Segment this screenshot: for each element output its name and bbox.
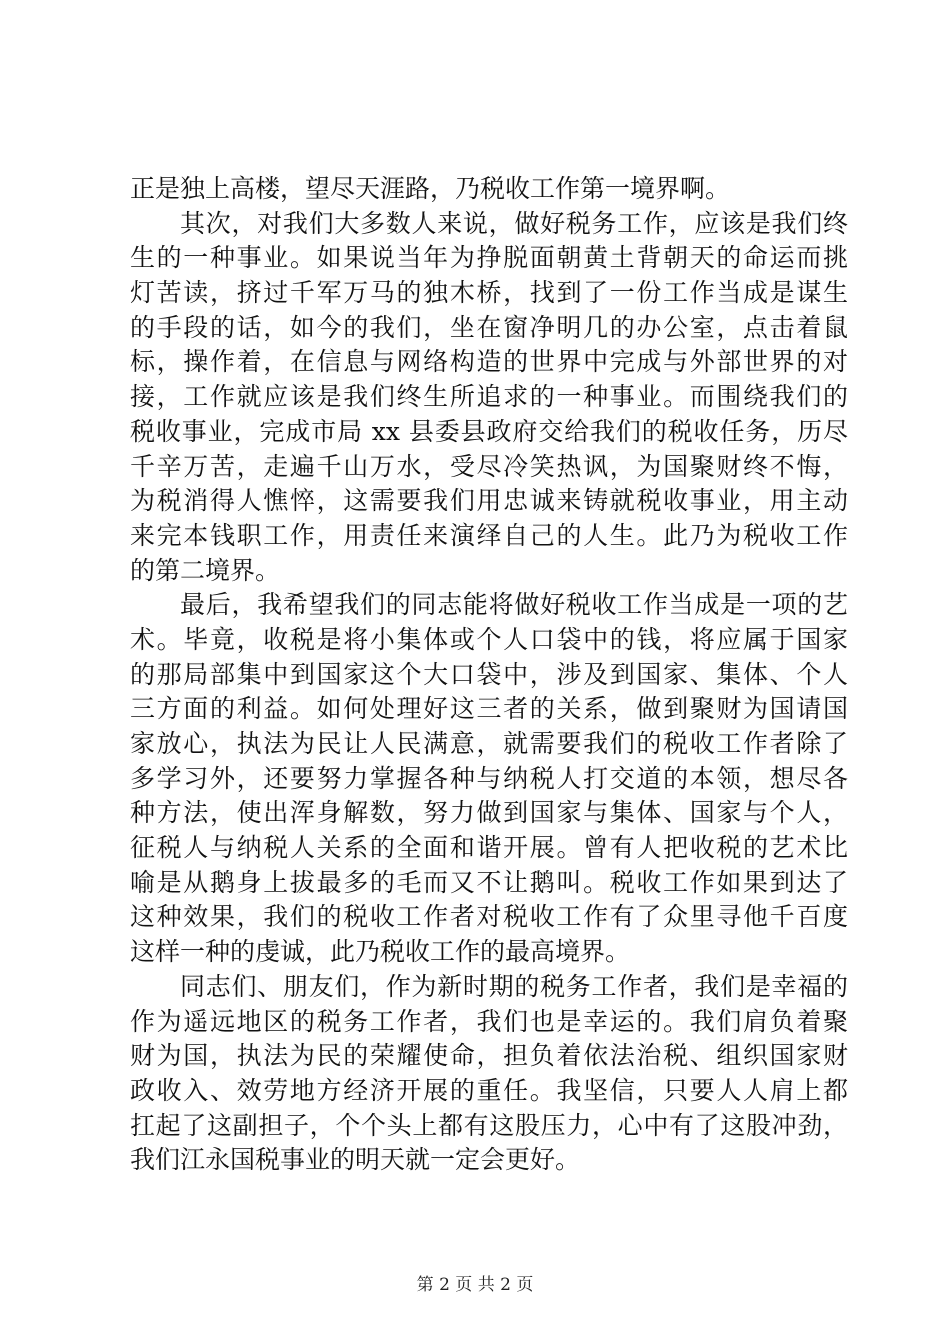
text-line: 喻是从鹅身上拔最多的毛而又不让鹅叫。税收工作如果到达了 bbox=[130, 867, 848, 897]
text-line: 为税消得人憔悴，这需要我们用忠诚来铸就税收事业，用主动 bbox=[130, 486, 848, 516]
text-line: 政收入、效劳地方经济开展的重任。我坚信，只要人人肩上都 bbox=[130, 1075, 848, 1105]
text-line: 税收事业，完成市局 xx 县委县政府交给我们的税收任务，历尽 bbox=[130, 416, 848, 446]
text-line: 扛起了这副担子，个个头上都有这股压力，心中有了这股冲劲， bbox=[130, 1110, 848, 1140]
text-line: 家放心，执法为民让人民满意，就需要我们的税收工作者除了 bbox=[130, 729, 848, 758]
text-line: 种方法，使出浑身解数，努力做到国家与集体、国家与个人， bbox=[130, 798, 848, 828]
text-line: 的手段的话，如今的我们，坐在窗净明几的办公室，点击着鼠 bbox=[130, 312, 848, 342]
text-line: 来完本钱职工作，用责任来演绎自己的人生。此乃为税收工作 bbox=[130, 520, 848, 550]
text-line: 三方面的利益。如何处理好这三者的关系，做到聚财为国请国 bbox=[130, 694, 848, 724]
text-line: 我们江永国税事业的明天就一定会更好。 bbox=[130, 1145, 581, 1175]
page-footer: 第 2 页 共 2 页 bbox=[416, 1275, 534, 1295]
text-line: 标，操作着，在信息与网络构造的世界中完成与外部世界的对 bbox=[130, 347, 848, 377]
text-line: 财为国，执法为民的荣耀使命，担负着依法治税、组织国家财 bbox=[130, 1041, 848, 1071]
text-line: 同志们、朋友们，作为新时期的税务工作者，我们是幸福的 bbox=[180, 971, 848, 1001]
text-line: 最后，我希望我们的同志能将做好税收工作当成是一项的艺 bbox=[180, 590, 848, 620]
text-line: 生的一种事业。如果说当年为挣脱面朝黄土背朝天的命运而挑 bbox=[130, 243, 848, 273]
text-line: 多学习外，还要努力掌握各种与纳税人打交道的本领，想尽各 bbox=[130, 763, 848, 793]
text-line: 这样一种的虔诚，此乃税收工作的最高境界。 bbox=[130, 937, 631, 967]
text-line: 作为遥远地区的税务工作者，我们也是幸运的。我们肩负着聚 bbox=[130, 1006, 848, 1036]
document-body bbox=[130, 172, 848, 1178]
text-line: 术。毕竟，收税是将小集体或个人口袋中的钱，将应属于国家 bbox=[130, 624, 848, 654]
text-line: 征税人与纳税人关系的全面和谐开展。曾有人把收税的艺术比 bbox=[130, 833, 848, 863]
text-line: 其次，对我们大多数人来说，做好税务工作，应该是我们终 bbox=[180, 208, 848, 238]
text-line: 正是独上高楼，望尽天涯路，乃税收工作第一境界啊。 bbox=[130, 174, 731, 203]
text-line: 这种效果，我们的税收工作者对税收工作有了众里寻他千百度 bbox=[130, 902, 848, 932]
text-line: 灯苦读，挤过千军万马的独木桥，找到了一份工作当成是谋生 bbox=[130, 278, 848, 308]
text-line: 千辛万苦，走遍千山万水，受尽冷笑热讽，为国聚财终不悔， bbox=[130, 451, 848, 481]
text-line: 接，工作就应该是我们终生所追求的一种事业。而围绕我们的 bbox=[130, 382, 848, 412]
text-line: 的那局部集中到国家这个大口袋中，涉及到国家、集体、个人 bbox=[130, 659, 848, 689]
text-line: 的第二境界。 bbox=[130, 555, 281, 585]
